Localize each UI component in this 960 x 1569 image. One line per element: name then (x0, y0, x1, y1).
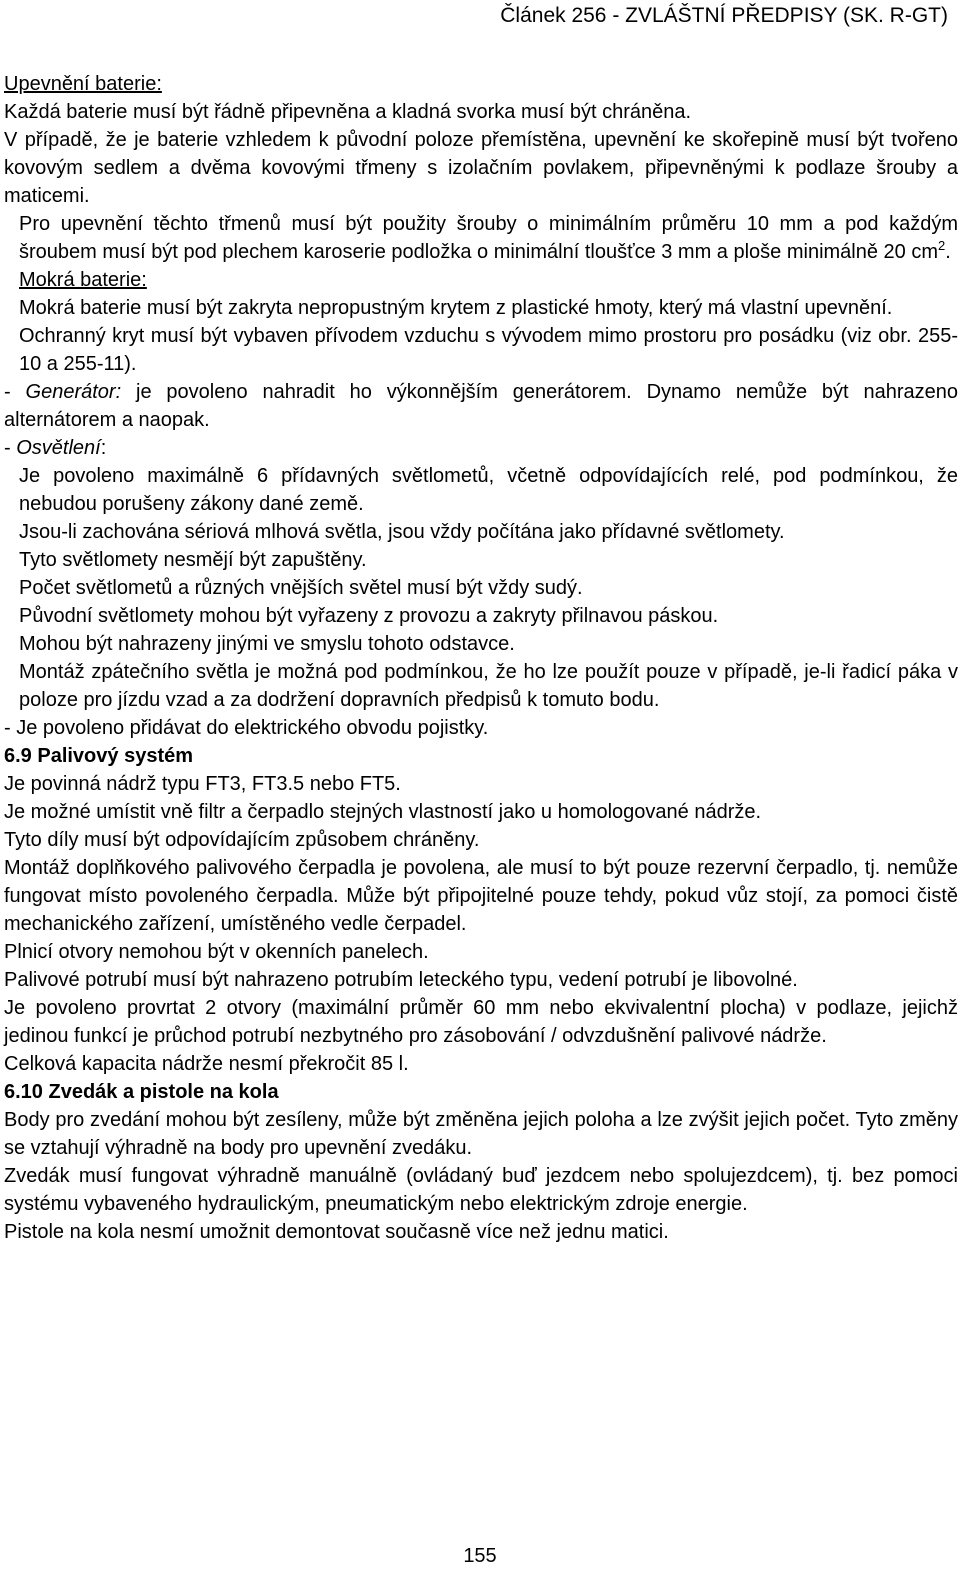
lighting-line: Montáž zpátečního světla je možná pod podmínkou, že ho lze použít pouze v případě, je-li řadicí páka v poloze pro jízdu vzad a za dodržení dopravních předpisů k tomuto bodu. (19, 661, 958, 711)
fuel-line: Palivové potrubí musí být nahrazeno potrubím leteckého typu, vedení potrubí je libovolné. (4, 969, 798, 991)
battery-paragraph-1: Každá baterie musí být řádně připevněna a kladná svorka musí být chráněna. (4, 101, 692, 123)
lighting-label: Osvětlení (16, 437, 101, 459)
jack-line: Zvedák musí fungovat výhradně manuálně (ovládaný buď jezdcem nebo spolujezdcem), tj. bez pomoci systému vybaveného hydraulickým, pneumatickým nebo elektrickým zdroje energie. (4, 1165, 958, 1215)
wet-battery-heading: Mokrá baterie: (19, 269, 147, 291)
fuses-paragraph: - Je povoleno přidávat do elektrického obvodu pojistky. (4, 717, 489, 739)
fuel-line: Je povoleno provrtat 2 otvory (maximální průměr 60 mm nebo ekvivalentní plocha) v podlaze, jejichž jedinou funkcí je průchod potrubí nezbytného pro zásobování / odvzdušnění palivové nádrže. (4, 997, 958, 1047)
jack-heading: 6.10 Zvedák a pistole na kola (4, 1081, 279, 1103)
jack-line: Body pro zvedání mohou být zesíleny, může být změněna jejich poloha a lze zvýšit jejich počet. Tyto změny se vztahují výhradně na body pro upevnění zvedáku. (4, 1109, 958, 1159)
fuel-line: Plnicí otvory nemohou být v okenních panelech. (4, 941, 429, 963)
battery-paragraph-2: V případě, že je baterie vzhledem k původní poloze přemístěna, upevnění ke skořepině musí být tvořeno kovovým sedlem a dvěma kovovými třmeny s izolačním povlakem, připevněnými k podlaze šrouby a maticemi. (4, 129, 958, 207)
lighting-dash: - (4, 437, 17, 459)
lighting-colon: : (100, 437, 107, 459)
page-number: 155 (463, 1545, 497, 1567)
superscript-2: 2 (938, 238, 946, 253)
battery-heading: Upevnění baterie: (4, 73, 162, 95)
generator-text: je povoleno nahradit ho výkonnějším generátorem. Dynamo nemůže být nahrazeno alternátorem a naopak. (4, 381, 958, 431)
battery-paragraph-3 (4, 210, 958, 266)
generator-paragraph (4, 378, 958, 434)
lighting-line: Počet světlometů a různých vnějších světel musí být vždy sudý. (19, 577, 583, 599)
lighting-line: Mohou být nahrazeny jinými ve smyslu tohoto odstavce. (19, 633, 515, 655)
lighting-line: Tyto světlomety nesmějí být zapuštěny. (19, 549, 367, 571)
fuel-line: Je povinná nádrž typu FT3, FT3.5 nebo FT5. (4, 773, 401, 795)
jack-line: Pistole na kola nesmí umožnit demontovat současně více než jednu matici. (4, 1221, 669, 1243)
lighting-line: Jsou-li zachována sériová mlhová světla, jsou vždy počítána jako přídavné světlomety. (19, 521, 785, 543)
generator-label: Generátor: (25, 381, 122, 403)
fuel-line: Montáž doplňkového palivového čerpadla je povolena, ale musí to být pouze rezervní čerpadlo, tj. nemůže fungovat místo povoleného čerpadla. Může být připojitelné pouze tehdy, pokud vůz stojí, za pomoci čistě mechanického zařízení, umístěného vedle čerpadel. (4, 857, 958, 935)
page-header-title: Článek 256 - ZVLÁŠTNÍ PŘEDPISY (SK. R-GT) (500, 4, 948, 27)
fuel-system-heading: 6.9 Palivový systém (4, 745, 194, 767)
lighting-heading (4, 434, 958, 462)
fuel-line: Celková kapacita nádrže nesmí překročit 85 l. (4, 1053, 409, 1075)
document-body (4, 70, 958, 1246)
battery-paragraph-3-text: Pro upevnění těchto třmenů musí být použity šrouby o minimálním průměru 10 mm a pod každým šroubem musí být pod plechem karoserie podložka o minimální tloušťce 3 mm a ploše minimálně 20 cm (19, 213, 958, 263)
fuel-line: Tyto díly musí být odpovídajícím způsobem chráněny. (4, 829, 480, 851)
generator-dash: - (4, 381, 26, 403)
lighting-line: Je povoleno maximálně 6 přídavných světlometů, včetně odpovídajících relé, pod podmínkou, že nebudou porušeny zákony dané země. (19, 465, 958, 515)
battery-paragraph-3-end: . (945, 241, 951, 263)
fuel-line: Je možné umístit vně filtr a čerpadlo stejných vlastností jako u homologované nádrže. (4, 801, 762, 823)
lighting-line: Původní světlomety mohou být vyřazeny z provozu a zakryty přilnavou páskou. (19, 605, 719, 627)
wet-battery-paragraph-1: Mokrá baterie musí být zakryta nepropustným krytem z plastické hmoty, který má vlastní upevnění. (19, 297, 893, 319)
wet-battery-paragraph-2: Ochranný kryt musí být vybaven přívodem vzduchu s vývodem mimo prostoru pro posádku (viz obr. 255-10 a 255-11). (19, 325, 958, 375)
